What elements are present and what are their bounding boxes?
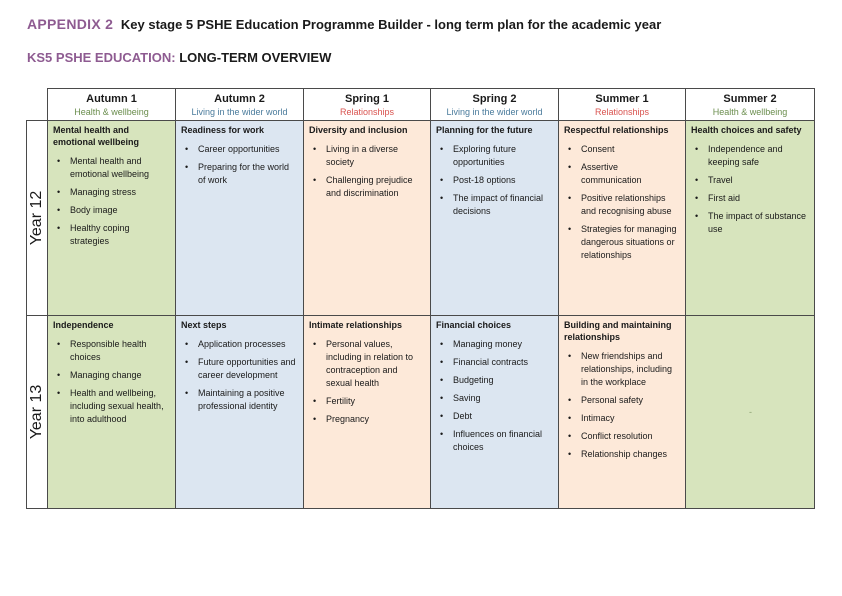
- term-name: Summer 1: [595, 93, 649, 105]
- plan-cell: [304, 121, 431, 316]
- topic-item: • The impact of substance use: [691, 210, 810, 236]
- topic-item: • Future opportunities and career development: [181, 356, 299, 382]
- topic-item: • Conflict resolution: [564, 430, 681, 443]
- cell-heading: Independence: [53, 320, 114, 330]
- year-label-cell: [27, 316, 48, 509]
- topic-item: • Health and wellbeing, including sexual health, into adulthood: [53, 387, 171, 426]
- topic-item: • Assertive communication: [564, 161, 681, 187]
- topic-list: [309, 143, 426, 200]
- year-row: [27, 316, 815, 509]
- cell-heading: Health choices and safety: [691, 125, 802, 135]
- corner-cell: [27, 89, 48, 121]
- topic-list: [436, 338, 554, 454]
- plan-cell: [176, 316, 304, 509]
- term-name: Spring 1: [344, 93, 389, 105]
- term-theme: Relationships: [594, 107, 650, 117]
- term-name: Autumn 1: [86, 93, 137, 105]
- term-theme: Health & wellbeing: [712, 107, 788, 117]
- topic-item: • Maintaining a positive professional identity: [181, 387, 299, 413]
- topic-item: • Healthy coping strategies: [53, 222, 171, 248]
- topic-item: • Managing money: [436, 338, 554, 351]
- term-header: [176, 89, 304, 121]
- topic-list: [564, 143, 681, 262]
- cell-heading: Intimate relationships: [309, 320, 403, 330]
- topic-list: [564, 350, 681, 461]
- topic-item: • Fertility: [309, 395, 426, 408]
- topic-item: • Positive relationships and recognising abuse: [564, 192, 681, 218]
- topic-item: • Managing stress: [53, 186, 171, 199]
- cell-heading: Readiness for work: [181, 125, 265, 135]
- topic-item: • Personal values, including in relation to contraception and sexual health: [309, 338, 426, 390]
- topic-list: [53, 155, 171, 248]
- topic-item: • Responsible health choices: [53, 338, 171, 364]
- plan-cell: [304, 316, 431, 509]
- term-name: Summer 2: [723, 93, 777, 105]
- topic-item: • Pregnancy: [309, 413, 426, 426]
- cell-heading: Mental health and emotional wellbeing: [53, 125, 140, 147]
- topic-list: [309, 338, 426, 426]
- topic-item: • Preparing for the world of work: [181, 161, 299, 187]
- term-header: [559, 89, 686, 121]
- term-theme: Relationships: [339, 107, 395, 117]
- topic-item: • Intimacy: [564, 412, 681, 425]
- cell-heading: Next steps: [181, 320, 227, 330]
- topic-list: [53, 338, 171, 426]
- topic-list: [181, 143, 299, 187]
- appendix-label: APPENDIX 2: [27, 16, 114, 32]
- document-title: [27, 16, 661, 32]
- topic-item: • New friendships and relationships, including in the workplace: [564, 350, 681, 389]
- plan-cell: [176, 121, 304, 316]
- plan-cell-empty: [686, 316, 815, 509]
- topic-item: • Body image: [53, 204, 171, 217]
- subtitle-suffix: LONG-TERM OVERVIEW: [179, 50, 332, 65]
- topic-item: • First aid: [691, 192, 810, 205]
- cell-heading: Building and maintaining relationships: [564, 320, 672, 342]
- term-theme: Health & wellbeing: [74, 107, 149, 117]
- topic-list: [691, 143, 810, 236]
- year-label: Year 12: [28, 190, 45, 246]
- topic-item: • Relationship changes: [564, 448, 681, 461]
- term-name: Autumn 2: [214, 93, 265, 105]
- cell-heading: Planning for the future: [436, 125, 533, 135]
- topic-item: • Consent: [564, 143, 681, 156]
- topic-item: • Independence and keeping safe: [691, 143, 810, 169]
- year-row: [27, 121, 815, 316]
- plan-cell: [431, 316, 559, 509]
- document-subtitle: [27, 50, 331, 65]
- cell-heading: Respectful relationships: [564, 125, 669, 135]
- placeholder-mark: -: [749, 407, 752, 417]
- year-label-cell: [27, 121, 48, 316]
- topic-list: [181, 338, 299, 413]
- term-header: [686, 89, 815, 121]
- topic-item: • Post-18 options: [436, 174, 554, 187]
- plan-cell: [559, 121, 686, 316]
- plan-cell: [48, 316, 176, 509]
- topic-item: • Budgeting: [436, 374, 554, 387]
- cell-heading: Financial choices: [436, 320, 512, 330]
- term-header-row: [27, 89, 815, 121]
- topic-item: • Strategies for managing dangerous situations or relationships: [564, 223, 681, 262]
- term-header: [304, 89, 431, 121]
- topic-item: • Living in a diverse society: [309, 143, 426, 169]
- title-text: Key stage 5 PSHE Education Programme Builder - long term plan for the academic year: [120, 17, 662, 32]
- topic-item: • Career opportunities: [181, 143, 299, 156]
- topic-item: • Saving: [436, 392, 554, 405]
- topic-item: • Exploring future opportunities: [436, 143, 554, 169]
- plan-cell: [686, 121, 815, 316]
- topic-item: • Managing change: [53, 369, 171, 382]
- term-header: [48, 89, 176, 121]
- term-theme: Living in the wider world: [191, 107, 288, 117]
- plan-cell: [559, 316, 686, 509]
- subtitle-prefix: KS5 PSHE EDUCATION:: [27, 50, 176, 65]
- plan-cell: [431, 121, 559, 316]
- topic-item: • The impact of financial decisions: [436, 192, 554, 218]
- topic-item: • Influences on financial choices: [436, 428, 554, 454]
- topic-item: • Mental health and emotional wellbeing: [53, 155, 171, 181]
- topic-item: • Debt: [436, 410, 554, 423]
- year-label: Year 13: [28, 384, 45, 440]
- topic-item: • Personal safety: [564, 394, 681, 407]
- long-term-plan-table: [26, 88, 815, 509]
- topic-item: • Travel: [691, 174, 810, 187]
- term-name: Spring 2: [472, 93, 517, 105]
- topic-list: [436, 143, 554, 218]
- plan-cell: [48, 121, 176, 316]
- topic-item: • Financial contracts: [436, 356, 554, 369]
- topic-item: • Application processes: [181, 338, 299, 351]
- term-header: [431, 89, 559, 121]
- cell-heading: Diversity and inclusion: [309, 125, 408, 135]
- term-theme: Living in the wider world: [446, 107, 543, 117]
- topic-item: • Challenging prejudice and discrimination: [309, 174, 426, 200]
